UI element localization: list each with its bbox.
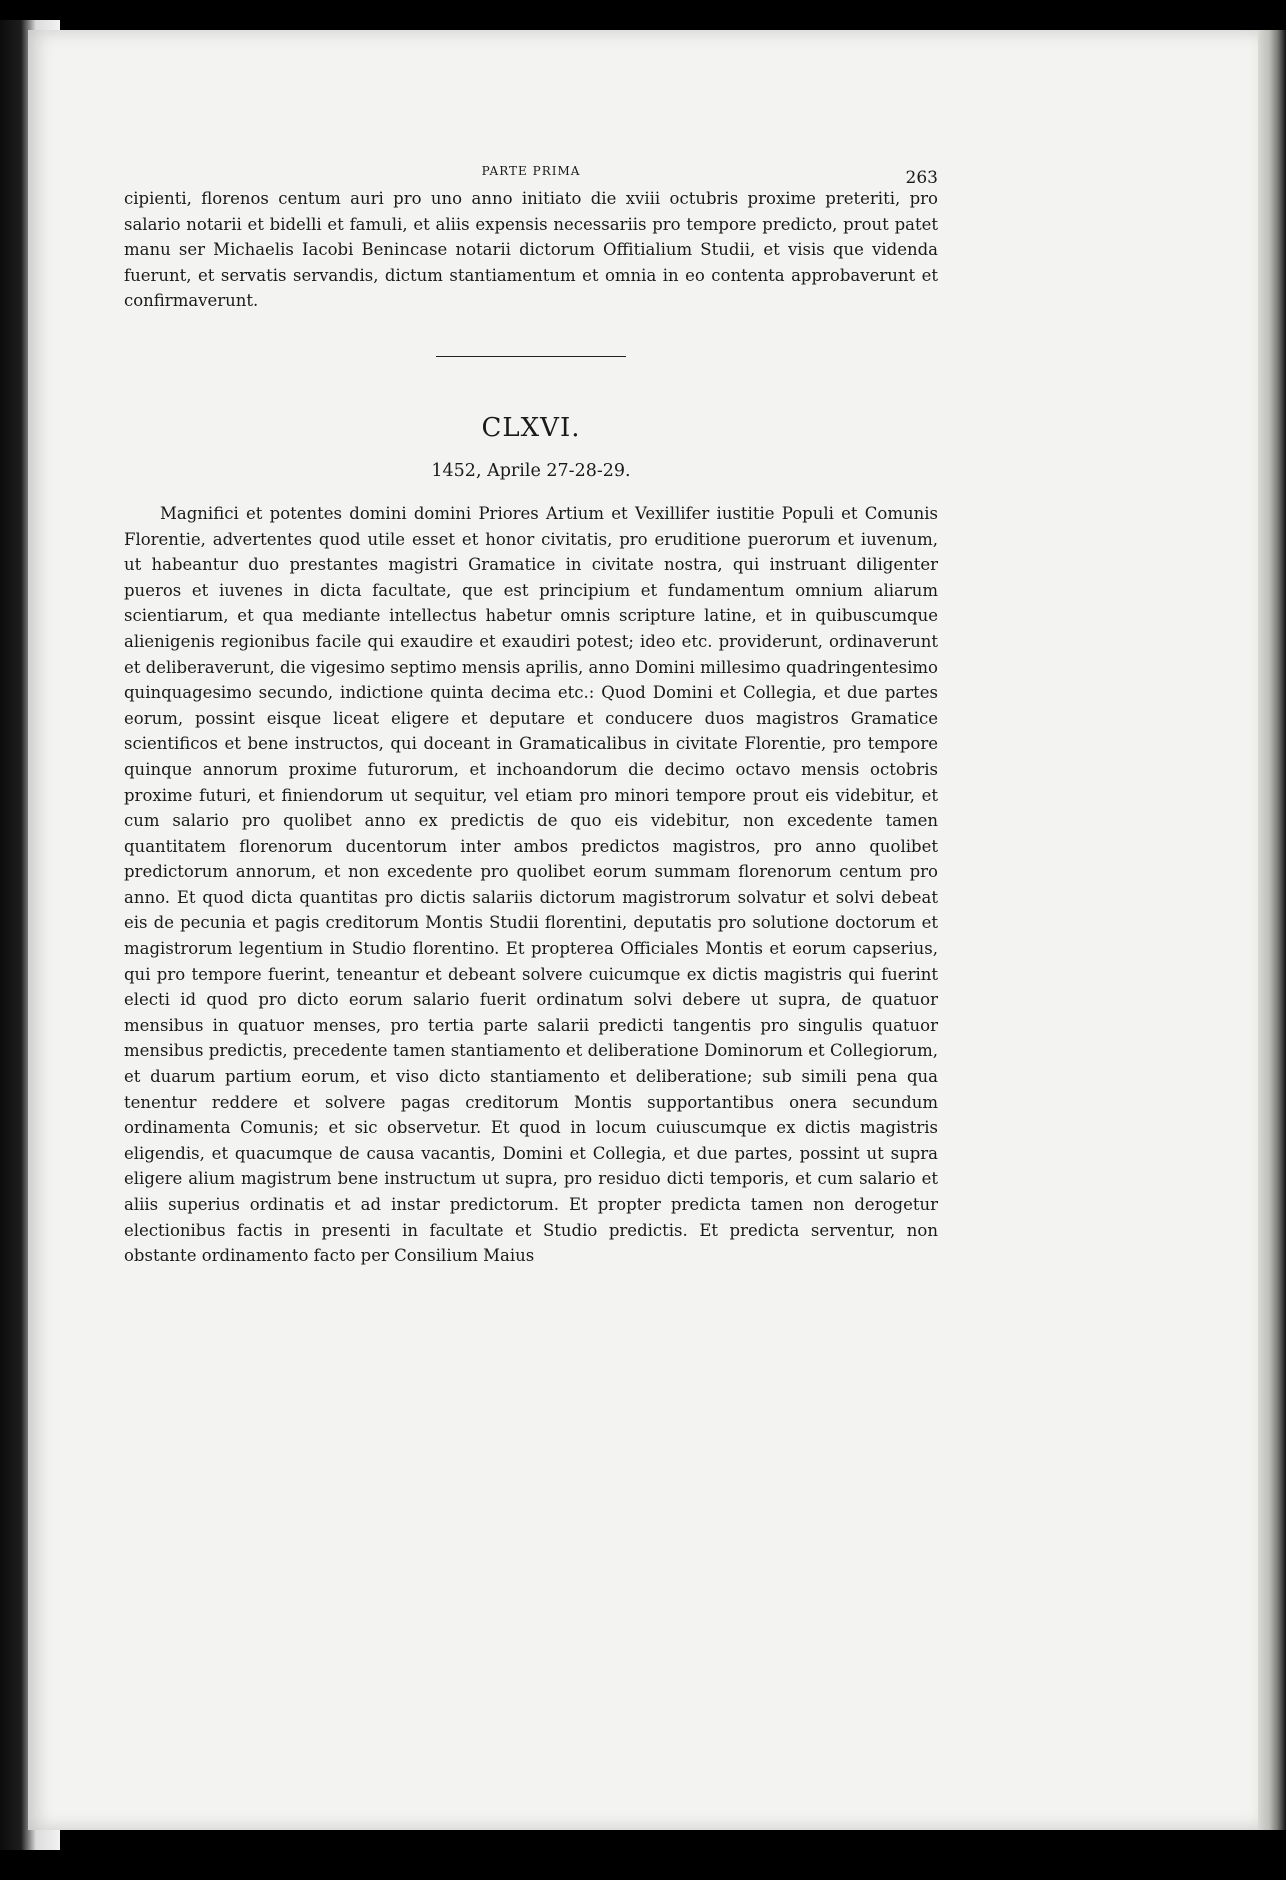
continued-paragraph: cipienti, florenos centum auri pro uno anno initiato die xviii octubris proxime preteriti, pro salario notarii et bidelli et famuli, et aliis expensis necessariis pro tempore predicto, prout patet manu ser Michaelis Iacobi Benincase notarii dictorum Offitialium Studii, et visis que videnda fuerunt, et servatis servandis, dictum stantiamentum et omnia in eo contenta approbaverunt et confirmaverunt. bbox=[124, 189, 938, 311]
document-body: Magnifici et potentes domini domini Priores Artium et Vexillifer iustitie Populi et Comunis Florentie, advertentes quod utile esset et honor civitatis, pro eruditione puerorum et iuvenum, ut habeantur duo prestantes magistri Gramatice in civitate nostra, qui instruant diligenter pueros et iuvenes in dicta facultate, que est principium et fundamentum omnium aliarum scientiarum, et qua mediante intellectus habetur omnis scripture latine, et in quibuscumque alienigenis regionibus facile qui exaudire et exaudiri potest; ideo etc. providerunt, ordinaverunt et deliberaverunt, die vigesimo septimo mensis aprilis, anno Domini millesimo quadringentesimo quinquagesimo secundo, indictione quinta decima etc.: Quod Domini et Collegia, et due partes eorum, possint eisque liceat eligere et deputare et conducere duos magistros Gramatice scientificos et bene instructos, qui doceant in Gramaticalibus in civitate Florentie, pro tempore quinque annorum proxime futurorum, et inchoandorum die decimo octavo mensis octobris proxime futuri, et finiendorum ut sequitur, vel etiam pro minori tempore prout eis videbitur, et cum salario pro quolibet anno ex predictis de quo eis videbitur, non excedente tamen quantitatem florenorum ducentorum inter ambos predictos magistros, pro anno quolibet predictorum annorum, et non excedente pro quolibet eorum summam florenorum centum pro anno. Et quod dicta quantitas pro dictis salariis dictorum magistrorum solvatur et solvi debeat eis de pecunia et pagis creditorum Montis Studii florentini, deputatis pro solutione doctorum et magistrorum legentium in Studio florentino. Et propterea Officiales Montis et eorum capserius, qui pro tempore fuerint, teneantur et debeant solvere cuicumque ex dictis magistris qui fuerint electi id quod pro dicto eorum salario fuerit ordinatum solvi debere ut supra, de quatuor mensibus in quatuor menses, pro tertia parte salarii predicti tangentis pro singulis quatuor mensibus predictis, precedente tamen stantiamento et deliberatione Dominorum et Collegiorum, et duarum partium eorum, et viso dicto stantiamento et deliberatione; sub simili pena qua tenentur reddere et solvere pagas creditorum Montis supportantibus onera secundum ordinamenta Comunis; et sic observetur. Et quod in locum cuiuscumque ex dictis magistris eligendis, et quacumque de causa vacantis, Domini et Collegia, et due partes, possint ut supra eligere alium magistrum bene instructum ut supra, pro residuo dicti temporis, et cum salario et aliis superius ordinatis et ad instar predictorum. Et propter predicta tamen non derogetur electionibus factis in presenti in facultate et Studio predictis. Et predicta serventur, non obstante ordinamento facto per Consilium Maius bbox=[124, 503, 938, 1266]
page-content bbox=[124, 160, 938, 1269]
section-divider bbox=[436, 356, 626, 357]
page-number: 263 bbox=[905, 168, 938, 188]
page-stack-edge bbox=[1258, 30, 1286, 1830]
running-header bbox=[124, 160, 938, 186]
document-date: 1452, Aprile 27-28-29. bbox=[431, 460, 631, 481]
running-title: PARTE PRIMA bbox=[481, 164, 581, 178]
document-number: CLXVI. bbox=[481, 412, 581, 443]
